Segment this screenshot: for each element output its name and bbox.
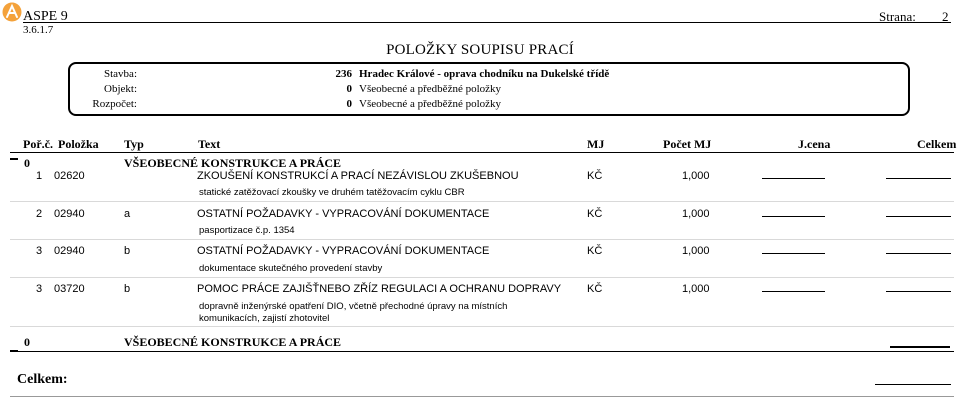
header-divider	[23, 22, 951, 23]
table-row-description: statické zatěžovací zkoušky ve druhém tatěžovacím cyklu CBR	[199, 187, 465, 198]
project-info-box	[68, 62, 910, 116]
table-row-pocet: 1,000	[682, 283, 710, 295]
table-row-por: 3	[36, 245, 43, 257]
rozpocet-code: 0	[346, 98, 352, 110]
objekt-label: Objekt:	[104, 83, 137, 95]
table-row-por: 3	[36, 283, 43, 295]
table-row-description: pasportizace č.p. 1354	[199, 225, 295, 236]
table-row-polozka: 02940	[54, 208, 85, 220]
column-header-typ: Typ	[124, 137, 144, 151]
group-title: VŠEOBECNÉ KONSTRUKCE A PRÁCE	[124, 156, 342, 170]
table-row-polozka: 02940	[54, 245, 85, 257]
total-blank	[886, 216, 951, 217]
column-header-j-cena: J.cena	[798, 137, 831, 151]
table-row-typ: b	[124, 283, 131, 295]
group-total-blank	[890, 346, 950, 348]
column-header-celkem: Celkem	[917, 137, 957, 151]
row-divider	[10, 239, 954, 240]
row-divider	[10, 277, 954, 278]
stavba-label: Stavba:	[104, 68, 137, 80]
column-header-por-c: Poř.č.	[23, 137, 53, 151]
table-row-text: ZKOUŠENÍ KONSTRUKCÍ A PRACÍ NEZÁVISLOU ZKUŠEBNOU	[197, 170, 519, 182]
rozpocet-label: Rozpočet:	[92, 98, 137, 110]
table-row-description-continued: komunikacích, zajistí zhotovitel	[199, 313, 330, 324]
stavba-code: 236	[335, 68, 352, 80]
table-row-mj: KČ	[587, 208, 603, 220]
column-header-text: Text	[198, 137, 221, 151]
row-divider	[10, 201, 954, 202]
column-header-polozka: Položka	[58, 137, 99, 151]
table-row-description: dopravně inženýrské opatření DIO, včetně přechodné úpravy na místních	[199, 301, 508, 312]
table-row-por: 1	[36, 170, 43, 182]
table-row-polozka: 03720	[54, 283, 85, 295]
column-header-divider	[10, 152, 954, 153]
table-row-pocet: 1,000	[682, 245, 710, 257]
table-row-text: OSTATNÍ POŽADAVKY - VYPRACOVÁNÍ DOKUMENTACE	[197, 208, 490, 220]
table-row-mj: KČ	[587, 283, 603, 295]
app-name: ASPE 9	[23, 9, 68, 24]
total-blank	[886, 178, 951, 179]
objekt-code: 0	[346, 83, 352, 95]
rozpocet-name: Všeobecné a předběžné položky	[359, 98, 502, 110]
table-row-mj: KČ	[587, 170, 603, 182]
document-title: POLOŽKY SOUPISU PRACÍ	[386, 42, 574, 58]
group-total-code: 0	[24, 335, 30, 349]
objekt-name: Všeobecné a předběžné položky	[359, 83, 502, 95]
group-code: 0	[24, 156, 30, 170]
table-row-description: dokumentace skutečného provedení stavby	[199, 263, 383, 274]
unit-price-blank	[762, 216, 825, 217]
group-total-title: VŠEOBECNÉ KONSTRUKCE A PRÁCE	[124, 335, 342, 349]
page-number: 2	[942, 9, 949, 24]
stavba-name: Hradec Králové - oprava chodníku na Dukelské třídě	[359, 68, 610, 80]
group-total-divider	[10, 351, 954, 352]
total-blank	[886, 291, 951, 292]
unit-price-blank	[762, 178, 825, 179]
table-row-text: OSTATNÍ POŽADAVKY - VYPRACOVÁNÍ DOKUMENTACE	[197, 245, 490, 257]
column-header-pocet-mj: Počet MJ	[663, 137, 712, 151]
unit-price-blank	[762, 253, 825, 254]
table-row-typ: b	[124, 245, 131, 257]
page-label: Strana:	[879, 9, 916, 24]
table-row-polozka: 02620	[54, 170, 85, 182]
column-header-mj: MJ	[587, 137, 605, 151]
total-blank	[886, 253, 951, 254]
table-row-por: 2	[36, 208, 43, 220]
grand-total-blank	[875, 384, 951, 385]
table-row-typ: a	[124, 208, 131, 220]
aspe-logo-icon	[2, 2, 22, 22]
app-version: 3.6.1.7	[23, 24, 54, 36]
unit-price-blank	[762, 291, 825, 292]
table-row-pocet: 1,000	[682, 170, 710, 182]
row-divider	[10, 326, 954, 327]
table-row-pocet: 1,000	[682, 208, 710, 220]
grand-total-label: Celkem:	[17, 372, 68, 387]
group-bracket	[10, 158, 18, 160]
footer-divider	[10, 396, 954, 397]
table-row-mj: KČ	[587, 245, 603, 257]
table-row-text: POMOC PRÁCE ZAJIŠŤNEBO ZŘÍZ REGULACI A OCHRANU DOPRAVY	[197, 283, 562, 295]
